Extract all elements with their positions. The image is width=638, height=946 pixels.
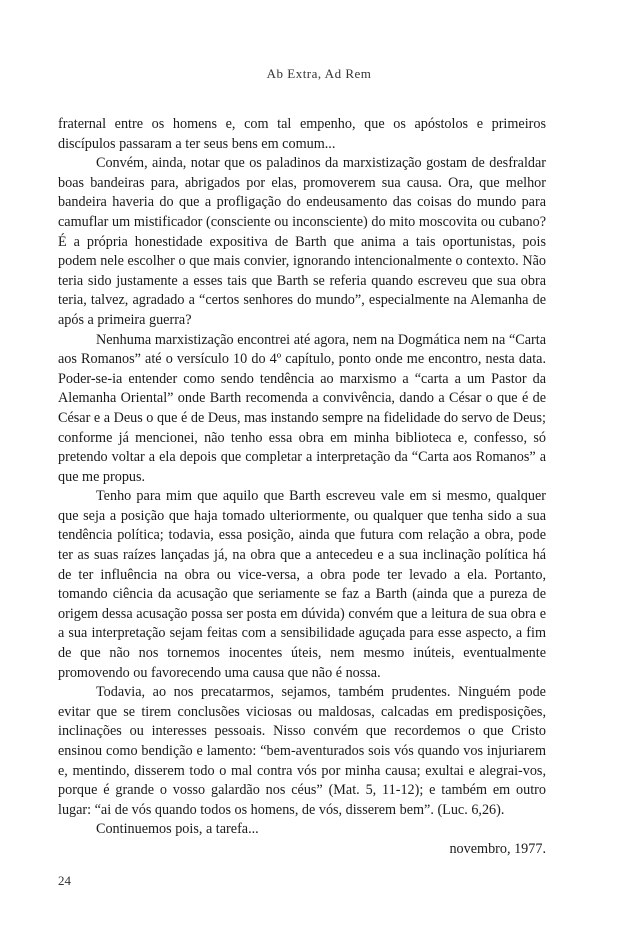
paragraph: Todavia, ao nos precatarmos, sejamos, também prudentes. Ninguém pode evitar que se tirem conclusões viciosas ou maldosas, calcadas em predisposições, inclinações ou interesses pessoais. Nisso convém que recordemos o que Cristo ensinou como bendição e lamento: “bem-aventurados sois vós quando vos injuriarem e, mentindo, disserem todo o mal contra vós por minha causa; exultai e alegrai-vos, porque é grande o vosso galardão nos céus” (Mat. 5, 11-12); e também em outro lugar: “ai de vós quando todos os homens, de vós, disserem bem”. (Luc. 6,26). — [58, 684, 546, 818]
paragraph: Convém, ainda, notar que os paladinos da marxistização gostam de desfraldar boas bandeiras para, abrigados por elas, promoverem sua causa. Ora, que melhor bandeira haveria do que a profligação do endeusamento das coisas do mundo para camuflar um mistificador (consciente ou inconsciente) do mito moscovita ou cubano? É a própria honestidade expositiva de Barth que anima a tais oportunistas, pois podem nele escolher o que mais convier, ignorando intencionalmente o contexto. Não teria sido justamente a esses tais que Barth se referia quando escreveu que sua obra teria, talvez, agradado a “certos senhores do mundo”, especialmente na Alemanha de após a primeira guerra? — [58, 155, 546, 328]
paragraph: Tenho para mim que aquilo que Barth escreveu vale em si mesmo, qualquer que seja a posição que haja tomado ulteriormente, ou qualquer que tenha sido a sua tendência política; todavia, essa posição, ainda que futura com relação a obra, pode ter as suas raízes lançadas já, na obra que a antecedeu e a sua inclinação política há de ter influência na obra ou vice-versa, a obra pode ter levado a ela. Portanto, tomando ciência da acusação que seriamente se faz a Barth (ainda que a pureza de origem dessa acusação possa ser posta em dúvida) convém que a leitura de sua obra e a sua interpretação sejam feitas com a sensibilidade aguçada para esse aspecto, a fim de que não nos tornemos inocentes úteis, nem mesmo inúteis, eventualmente promovendo ou favorecendo uma causa que não é nossa. — [58, 488, 546, 681]
running-header: Ab Extra, Ad Rem — [266, 66, 372, 81]
body-text — [58, 115, 546, 860]
page-number: 24 — [58, 873, 71, 888]
paragraph: Nenhuma marxistização encontrei até agora, nem na Dogmática nem na “Carta aos Romanos” até o versículo 10 do 4º capítulo, ponto onde me encontro, nesta data. Poder-se-ia entender como sendo tendência ao marxismo a “carta a um Pastor da Alemanha Oriental” onde Barth recomenda a convivência, dando a César o que é de César e a Deus o que é de Deus, mas instando sempre na fidelidade do servo de Deus; conforme já mencionei, não tenho essa obra em minha biblioteca e, confesso, só pretendo voltar a ela depois que completar a interpretação da “Carta aos Romanos” a que me propus. — [58, 331, 546, 485]
signoff-date: novembro, 1977. — [449, 840, 546, 857]
paragraph: Continuemos pois, a tarefa... — [96, 821, 259, 838]
paragraph: fraternal entre os homens e, com tal empenho, que os apóstolos e primeiros discípulos passaram a ter seus bens em comum... — [58, 116, 546, 152]
